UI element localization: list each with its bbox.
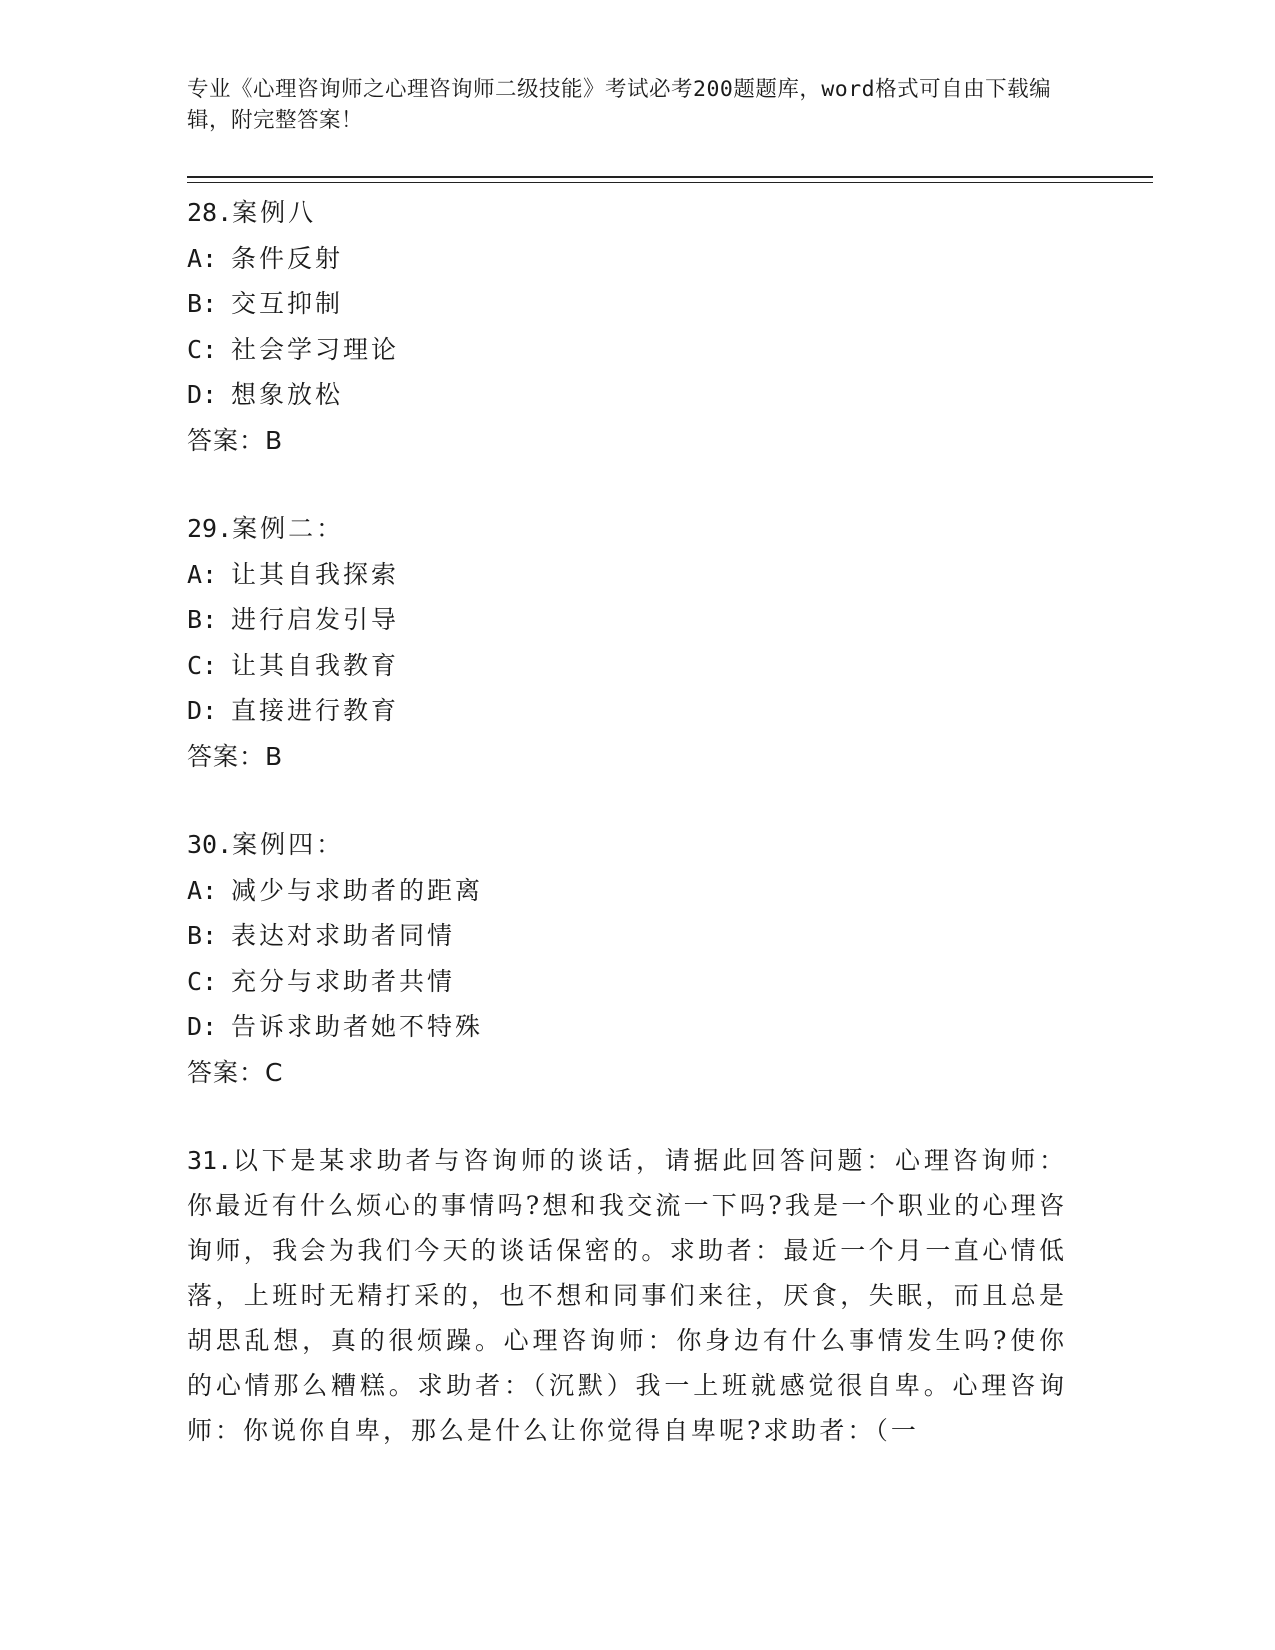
question-text: 案例八 bbox=[232, 198, 317, 227]
option-label: C: bbox=[187, 966, 218, 996]
question-number: 30. bbox=[187, 830, 233, 859]
question-number: 31. bbox=[187, 1146, 233, 1175]
option-text: 想象放松 bbox=[231, 380, 344, 409]
option-label: B: bbox=[187, 289, 218, 318]
header-divider-thick bbox=[187, 176, 1153, 178]
spacer bbox=[187, 1095, 1067, 1138]
option-text: 进行启发引导 bbox=[231, 605, 400, 634]
option-b bbox=[187, 913, 1067, 959]
option-b bbox=[187, 281, 1067, 327]
option-label: B: bbox=[187, 605, 218, 634]
answer: 答案：C bbox=[187, 1057, 284, 1087]
option-label: C: bbox=[187, 650, 218, 680]
question-text: 案例二： bbox=[232, 514, 345, 543]
question-stem bbox=[187, 822, 1067, 868]
option-d bbox=[187, 1004, 1067, 1050]
option-label: A: bbox=[187, 243, 218, 273]
option-label: A: bbox=[187, 559, 218, 589]
option-d bbox=[187, 688, 1067, 734]
answer: 答案：B bbox=[187, 425, 284, 455]
question-28 bbox=[187, 190, 1067, 463]
option-text: 告诉求助者她不特殊 bbox=[231, 1012, 484, 1041]
question-list bbox=[187, 190, 1067, 1453]
question-stem bbox=[187, 190, 1067, 236]
option-text: 让其自我探索 bbox=[231, 559, 400, 589]
option-text: 直接进行教育 bbox=[231, 696, 400, 725]
question-30 bbox=[187, 822, 1067, 1095]
spacer bbox=[187, 779, 1067, 822]
option-label: C: bbox=[187, 334, 218, 364]
option-a bbox=[187, 236, 1067, 282]
header-divider-thin bbox=[187, 182, 1153, 183]
question-text: 以下是某求助者与咨询师的谈话，请据此回答问题：心理咨询师：你最近有什么烦心的事情吗?想和我交流一下吗?我是一个职业的心理咨询师，我会为我们今天的谈话保密的。求助者：最近一个月一直心情低落，上班时无精打采的，也不想和同事们来往，厌食，失眠，而且总是胡思乱想，真的很烦躁。心理咨询师：你身边有什么事情发生吗?使你的心情那么糟糕。求助者：（沉默）我一上班就感觉很自卑。心理咨询师：你说你自卑，那么是什么让你觉得自卑呢?求助者：（一 bbox=[187, 1146, 1067, 1445]
option-a bbox=[187, 868, 1067, 914]
option-c bbox=[187, 327, 1067, 373]
option-c bbox=[187, 959, 1067, 1005]
option-text: 交互抑制 bbox=[231, 289, 344, 318]
option-text: 条件反射 bbox=[231, 243, 344, 273]
spacer bbox=[187, 463, 1067, 506]
question-number: 28. bbox=[187, 198, 233, 227]
option-text: 社会学习理论 bbox=[231, 334, 400, 364]
option-text: 减少与求助者的距离 bbox=[231, 875, 484, 905]
option-label: D: bbox=[187, 696, 218, 725]
option-label: B: bbox=[187, 921, 218, 950]
option-text: 充分与求助者共情 bbox=[231, 966, 456, 996]
question-text: 案例四： bbox=[232, 830, 345, 859]
option-b bbox=[187, 597, 1067, 643]
question-number: 29. bbox=[187, 514, 233, 543]
option-label: D: bbox=[187, 1012, 218, 1041]
option-a bbox=[187, 552, 1067, 598]
option-d bbox=[187, 372, 1067, 418]
option-text: 让其自我教育 bbox=[231, 650, 400, 680]
question-31 bbox=[187, 1138, 1067, 1453]
answer: 答案：B bbox=[187, 741, 284, 771]
question-stem bbox=[187, 506, 1067, 552]
question-paragraph bbox=[187, 1138, 1067, 1453]
option-label: D: bbox=[187, 380, 218, 409]
document-header: 专业《心理咨询师之心理咨询师二级技能》考试必考200题题库，word格式可自由下载编辑，附完整答案！ bbox=[187, 77, 1052, 133]
option-label: A: bbox=[187, 875, 218, 905]
question-29 bbox=[187, 506, 1067, 779]
option-text: 表达对求助者同情 bbox=[231, 921, 456, 950]
option-c bbox=[187, 643, 1067, 689]
